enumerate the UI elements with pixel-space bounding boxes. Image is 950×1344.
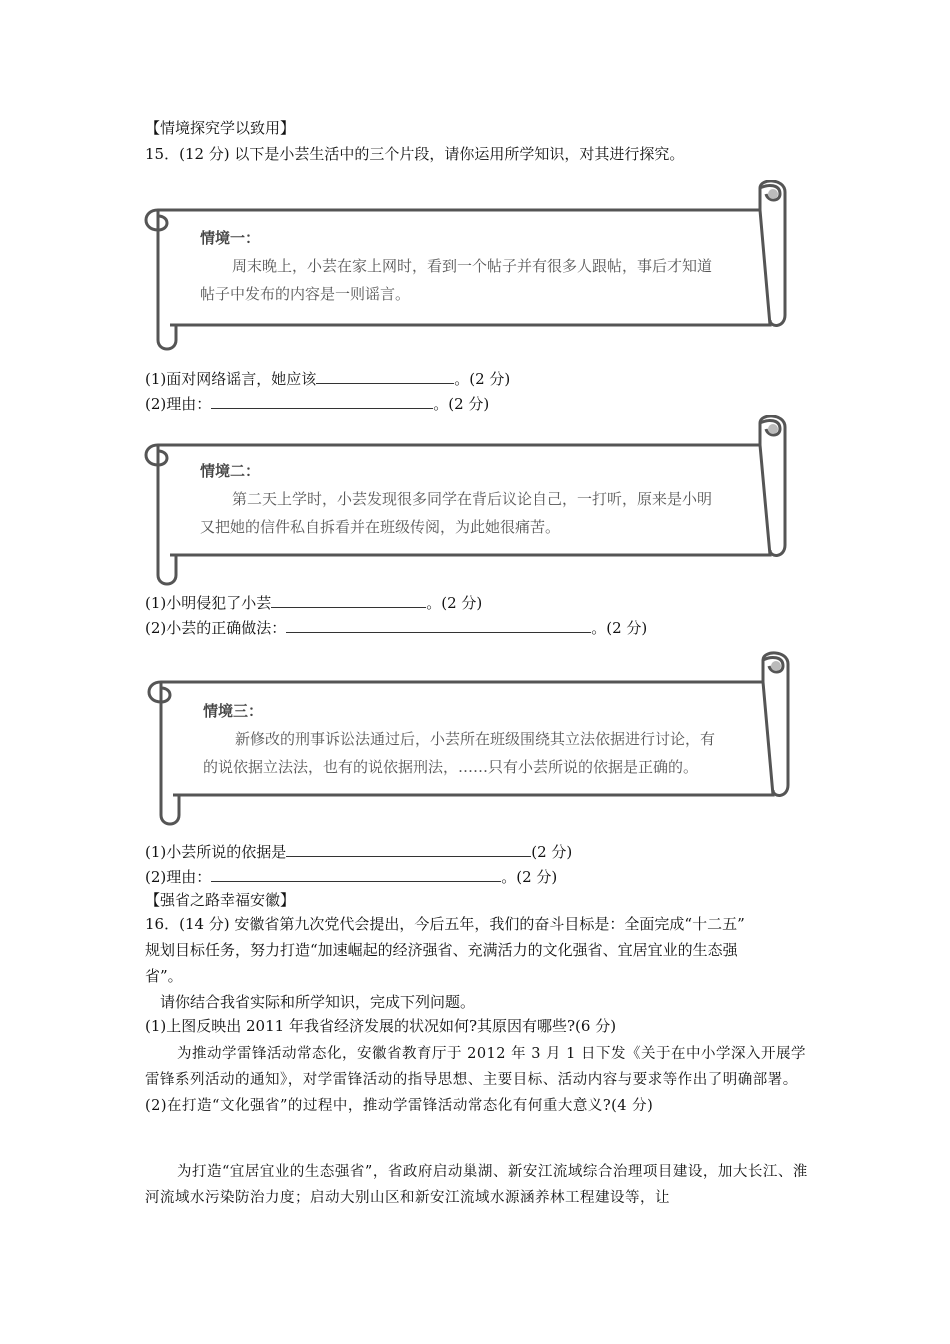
paragraph-ecology: 为打造“宜居宜业的生态强省”，省政府启动巢湖、新安江流域综合治理项目建设，加大长江、淮河流域水污染防治力度；启动大别山区和新安江流域水源涵养林工程建设等，让 (145, 1164, 808, 1206)
q1-prefix: (1)小芸所说的依据是 (145, 843, 287, 861)
question-16-sub1: (1)上图反映出 2011 年我省经济发展的状况如何?其原因有哪些?(6 分) (145, 1017, 617, 1035)
scenario-3-text (203, 697, 715, 781)
answer-blank[interactable] (211, 866, 501, 882)
q2-suffix: 。(2 分) (591, 619, 648, 637)
question-16-stem-line1: 16．(14 分) 安徽省第九次党代会提出，今后五年，我们的奋斗目标是：全面完成“十二五” (145, 915, 745, 933)
q2-prefix: (2)小芸的正确做法： (145, 619, 287, 637)
scenario-1-title: 情境一： (200, 229, 261, 247)
answer-blank[interactable] (316, 368, 454, 384)
scenario-2-line1: 第二天上学时，小芸发现很多同学在背后议论自己，一打听，原来是小明 (232, 490, 713, 508)
q1-suffix: 。(2 分) (454, 370, 511, 388)
section-heading-1: 【情境探究学以致用】 (145, 119, 296, 137)
q1-suffix: 。(2 分) (426, 594, 483, 612)
question-16-stem-line3: 省”。 (145, 967, 183, 985)
scenario-1-question-2 (145, 393, 489, 414)
scenario-3-question-1 (145, 841, 572, 862)
scenario-3-question-2 (145, 866, 557, 887)
question-16-instruction: 请你结合我省实际和所学知识，完成下列问题。 (160, 993, 476, 1011)
scenario-1-line1: 周末晚上，小芸在家上网时，看到一个帖子并有很多人跟帖，事后才知道 (232, 257, 713, 275)
q2-prefix: (2)理由： (145, 395, 212, 413)
scenario-1-question-1 (145, 368, 510, 389)
q2-prefix: (2)理由： (145, 868, 212, 886)
scenario-2-text (200, 457, 712, 541)
q2-suffix: 。(2 分) (433, 395, 490, 413)
q1-suffix: (2 分) (531, 843, 573, 861)
answer-blank[interactable] (271, 592, 426, 608)
scenario-1-line2: 帖子中发布的内容是一则谣言。 (200, 285, 411, 303)
scenario-3-title: 情境三： (203, 702, 264, 720)
answer-blank[interactable] (286, 841, 531, 857)
scenario-2-line2: 又把她的信件私自拆看并在班级传阅，为此她很痛苦。 (200, 518, 561, 536)
scenario-1-text (200, 224, 712, 308)
paragraph-leifeng: 为推动学雷锋活动常态化，安徽省教育厅于 2012 年 3 月 1 日下发《关于在中小学深入开展学雷锋系列活动的通知》，对学雷锋活动的指导思想、主要目标、活动内容与要求等作出了明确部署。(2)在打造“文化强省”的过程中，推动学雷锋活动常态化有何重大意义?(4 分) (145, 1046, 807, 1114)
answer-blank[interactable] (211, 393, 433, 409)
answer-blank[interactable] (286, 617, 591, 633)
scenario-2-question-2 (145, 617, 647, 638)
section-heading-2: 【强省之路幸福安徽】 (145, 891, 296, 909)
q2-suffix: 。(2 分) (501, 868, 558, 886)
q1-prefix: (1)小明侵犯了小芸 (145, 594, 272, 612)
scenario-2-title: 情境二： (200, 462, 261, 480)
question-15-stem: 15．(12 分) 以下是小芸生活中的三个片段，请你运用所学知识，对其进行探究。 (145, 145, 685, 163)
scenario-3-line1: 新修改的刑事诉讼法通过后，小芸所在班级围绕其立法依据进行讨论，有 (235, 730, 716, 748)
q1-prefix: (1)面对网络谣言，她应该 (145, 370, 317, 388)
question-16-stem-line2: 规划目标任务，努力打造“加速崛起的经济强省、充满活力的文化强省、宜居宜业的生态强 (145, 941, 738, 959)
scenario-3-line2: 的说依据立法法，也有的说依据刑法，……只有小芸所说的依据是正确的。 (203, 758, 699, 776)
scenario-2-question-1 (145, 592, 482, 613)
